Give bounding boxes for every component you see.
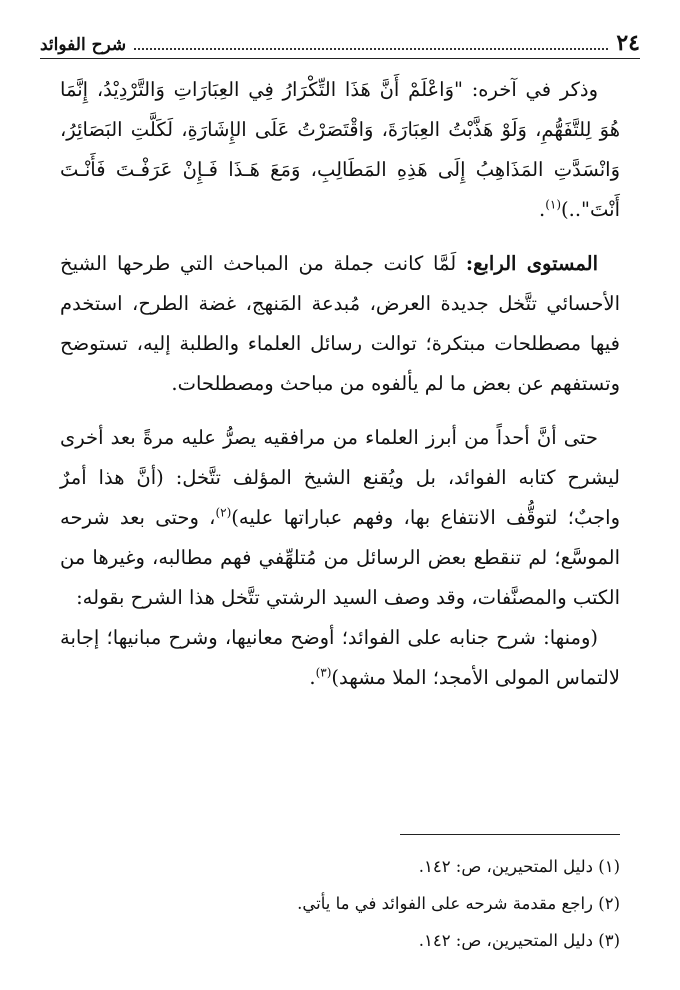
paragraph-quote-rashti — [60, 618, 620, 698]
running-title: شرح الفوائد — [40, 35, 127, 55]
main-text — [60, 70, 620, 698]
paragraph-level-four-text: لَمَّا كانت جملة من المباحث التي طرحها الشيخ الأحسائي تتَّخل جديدة العرض، مُبدعة المَنهج، غضة الطرح، استخدم فيها مصطلحات مبتكرة؛ توالت رسائل العلماء والطلبة إليه، تستوضح وتستفهم عن بعض ما لم يألفوه من مباحث ومصطلحات. — [60, 252, 620, 395]
header-rule — [40, 58, 640, 59]
page-header — [40, 30, 640, 56]
header-dotted-leader — [134, 48, 608, 50]
footnote-1: (١) دليل المتحيرين، ص: ١٤٢. — [418, 857, 620, 876]
footnote-ref-1[interactable]: (١) — [545, 197, 562, 212]
footnote-separator — [400, 834, 620, 835]
paragraph-quote-end: . — [539, 198, 546, 221]
paragraph-quote-rashti-end: . — [309, 666, 316, 689]
footnote-ref-3[interactable]: (٣) — [315, 665, 332, 680]
section-label: المستوى الرابع: — [465, 252, 599, 275]
paragraph-quote — [60, 70, 620, 230]
paragraph-scholars-text-a: حتى أنَّ أحداً من أبرز العلماء من مرافقيه يصرُّ عليه مرةً بعد أخرى ليشرح كتابه الفوائد، بل ويُقنع الشيخ المؤلف تتَّخل: (أنَّ هذا أمرٌ واجبٌ؛ لتوقُّف الانتفاع بها، وفهم عباراتها عليه) — [60, 426, 620, 529]
footnote-2: (٢) راجع مقدمة شرحه على الفوائد في ما يأتي. — [297, 894, 620, 913]
paragraph-quote-text: وذكر في آخره: "وَاعْلَمْ أَنَّ هَذَا التِّكْرَارُ فِي العِبَارَاتِ وَالتَّرْدِيْدُ، إِنَّمَا هُوَ لِلتَّفَهُّمِ، وَلَوْ هَذَّبْتُ العِبَارَةَ، وَاقْتَصَرْتُ عَلَى الإِشَارَةِ، لَكَلَّتِ البَصَائِرُ، وَانْسَدَّتِ المَذَاهِبُ إِلَى هَذِهِ المَطَالِبِ، وَمَعَ هَـذَا فَـإِنْ عَرَفْـتَ فَأَنْـتَ أَنْتَ"..) — [60, 78, 620, 221]
footnotes — [60, 848, 620, 959]
footnote-3: (٣) دليل المتحيرين، ص: ١٤٢. — [418, 931, 620, 950]
page-number: ٢٤ — [616, 30, 640, 56]
paragraph-quote-rashti-text: (ومنها: شرح جنابه على الفوائد؛ أوضح معانيها، وشرح مبانيها؛ إجابة لالتماس المولى الأمجد؛ الملا مشهد) — [60, 626, 620, 689]
paragraph-scholars — [60, 418, 620, 618]
footnote-ref-2[interactable]: (٢) — [215, 505, 232, 520]
paragraph-scholars-text-b: ، وحتى بعد شرحه الموسَّع؛ لم تنقطع بعض الرسائل من مُتلهِّفي فهم مطالبه، وغيرها من الكتب والمصنَّفات، وقد وصف السيد الرشتي تتَّخل هذا الشرح بقوله: — [60, 506, 620, 609]
paragraph-level-four — [60, 244, 620, 404]
